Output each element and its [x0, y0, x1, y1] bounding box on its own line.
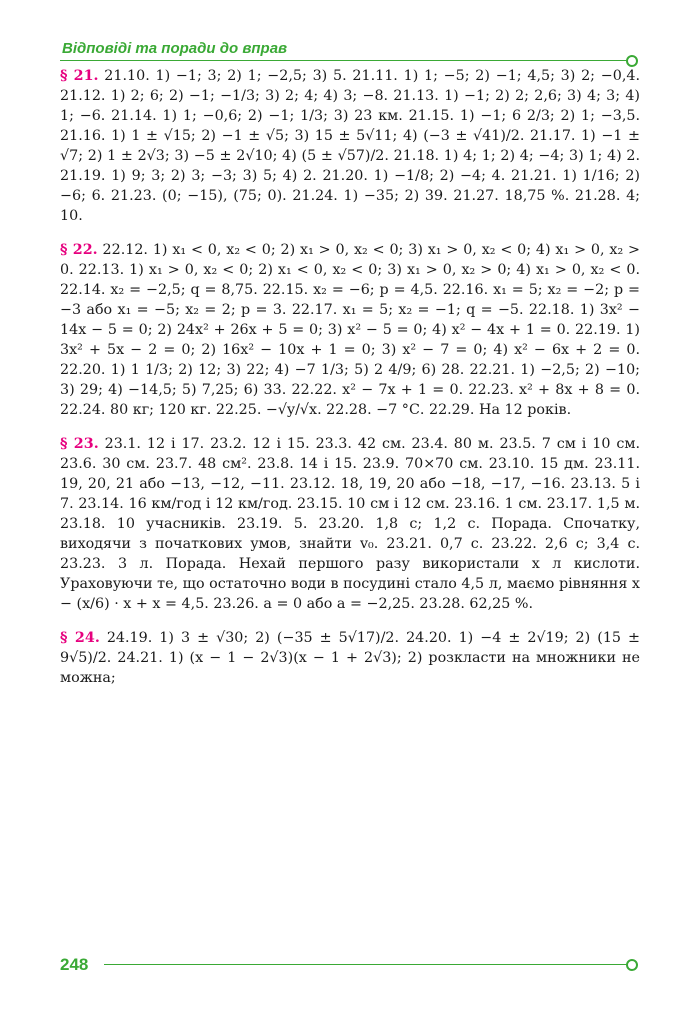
section-text: 24.19. 1) 3 ± √30; 2) (−35 ± 5√17)/2. 24.20. 1) −4 ± 2√19; 2) (15 ± 9√5)/2. 24.21. 1) (x − 1 − 2√3)(x − 1 + 2√3); 2) розкласти на множники не можна;	[60, 630, 641, 686]
answers-body	[60, 66, 640, 702]
footer-rule	[104, 964, 626, 965]
page-number: 248	[60, 955, 89, 974]
section-text: 23.1. 12 і 17. 23.2. 12 і 15. 23.3. 42 см. 23.4. 80 м. 23.5. 7 см і 10 см. 23.6. 30 см. 23.7. 48 см². 23.8. 14 і 15. 23.9. 70×70 см. 23.10. 15 дм. 23.11. 19, 20, 21 або −13, −12, −11. 23.12. 18, 19, 20 або −18, −17, −16. 23.13. 5 і 7. 23.14. 16 км/год і 12 км/год. 23.15. 10 см і 12 см. 23.16. 1 см. 23.17. 1,5 м. 23.18. 10 учасників. 23.19. 5. 23.20. 1,8 с; 1,2 с. Порада. Спочатку, виходячи з початкових умов, знайти v₀. 23.21. 0,7 с. 23.22. 2,6 с; 3,4 с. 23.23. 3 л. Порада. Нехай першого разу використали x л кислоти. Ураховуючи те, що остаточно води в посудині стало 4,5 л, маємо рівняння x − (x/6) · x + x = 4,5. 23.26. a = 0 або a = −2,25. 23.28. 62,25 %.	[60, 436, 640, 612]
section-text: 22.12. 1) x₁ < 0, x₂ < 0; 2) x₁ > 0, x₂ < 0; 3) x₁ > 0, x₂ < 0; 4) x₁ > 0, x₂ > 0. 22.13. 1) x₁ > 0, x₂ < 0; 2) x₁ < 0, x₂ < 0; 3) x₁ > 0, x₂ > 0; 4) x₁ > 0, x₂ < 0. 22.14. x₂ = −2,5; q = 8,75. 22.15. x₂ = −6; p = 4,5. 22.16. x₁ = 5; x₂ = −2; p = −3 або x₁ = −5; x₂ = 2; p = 3. 22.17. x₁ = 5; x₂ = −1; q = −5. 22.18. 1) 3x² − 14x − 5 = 0; 2) 24x² + 26x + 5 = 0; 3) x² − 5 = 0; 4) x² − 4x + 1 = 0. 22.19. 1) 3x² + 5x − 2 = 0; 2) 16x² − 10x + 1 = 0; 3) x² − 7 = 0; 4) x² − 6x + 2 = 0. 22.20. 1) 1 1/3; 2) 12; 3) 22; 4) −7 1/3; 5) 2 4/9; 6) 28. 22.21. 1) −2,5; 2) −10; 3) 29; 4) −14,5; 5) 7,25; 6) 33. 22.22. x² − 7x + 1 = 0. 22.23. x² + 8x + 8 = 0. 22.24. 80 кг; 120 кг. 22.25. −√y/√x. 22.28. −7 °С. 22.29. На 12 років.	[60, 242, 641, 418]
section-24	[60, 628, 640, 688]
header-rule	[60, 60, 626, 61]
section-label: § 23.	[60, 436, 99, 452]
running-header-title: Відповіді та поради до вправ	[62, 40, 288, 57]
section-21	[60, 66, 640, 226]
section-22	[60, 240, 640, 420]
section-label: § 24.	[60, 630, 100, 646]
section-label: § 21.	[60, 68, 99, 84]
section-23	[60, 434, 640, 614]
section-text: 21.10. 1) −1; 3; 2) 1; −2,5; 3) 5. 21.11. 1) 1; −5; 2) −1; 4,5; 3) 2; −0,4. 21.12. 1) 2; 6; 2) −1; −1/3; 3) 2; 4; 4) 3; −8. 21.13. 1) −1; 2) 2; 2,6; 3) 4; 3; 4) 1; −6. 21.14. 1) 1; −0,6; 2) −1; 1/3; 3) 23 км. 21.15. 1) −1; 6 2/3; 2) 1; −3,5. 21.16. 1) 1 ± √15; 2) −1 ± √5; 3) 15 ± 5√11; 4) (−3 ± √41)/2. 21.17. 1) −1 ± √7; 2) 1 ± 2√3; 3) −5 ± 2√10; 4) (5 ± √57)/2. 21.18. 1) 4; 1; 2) 4; −4; 3) 1; 4) 2. 21.19. 1) 9; 3; 2) 3; −3; 3) 5; 4) 2. 21.20. 1) −1/8; 2) −4; 4. 21.21. 1) 1/16; 2) −6; 6. 21.23. (0; −15), (75; 0). 21.24. 1) −35; 2) 39. 21.27. 18,75 %. 21.28. 4; 10.	[60, 68, 641, 224]
footer-rule-end-dot	[626, 959, 638, 971]
section-label: § 22.	[60, 242, 98, 258]
